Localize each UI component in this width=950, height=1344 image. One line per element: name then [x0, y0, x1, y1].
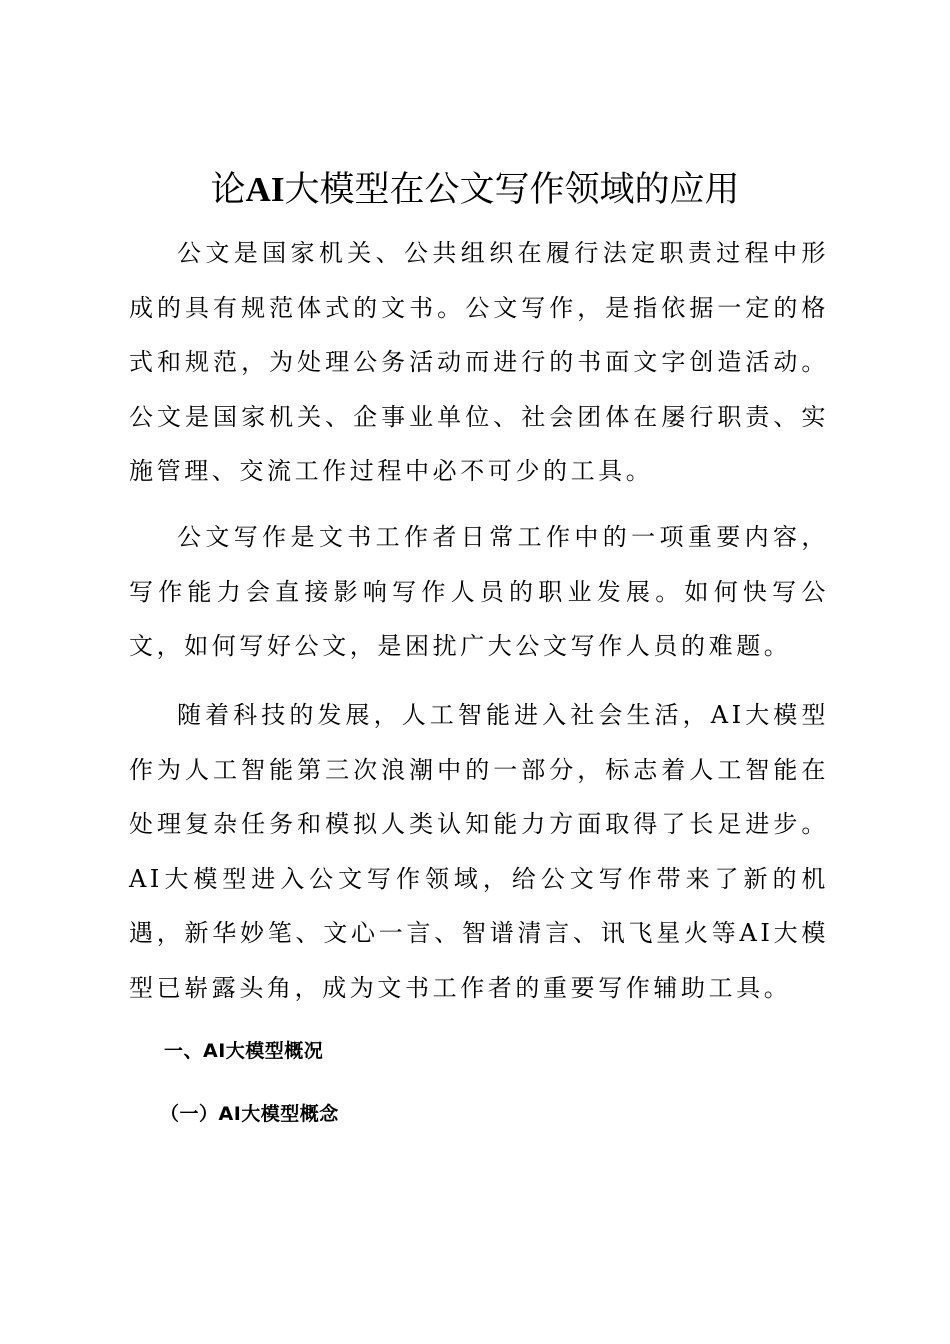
- title-suffix: 大模型在公文写作领域的应用: [284, 170, 740, 210]
- document-title: [0, 166, 950, 214]
- title-latin: AI: [245, 170, 285, 209]
- subsection-heading: （一）AI大模型概念: [160, 1103, 339, 1125]
- body-paragraph: 公文写作是文书工作者日常工作中的一项重要内容，写作能力会直接影响写作人员的职业发展。如何快写公文，如何写好公文，是困扰广大公文写作人员的难题。: [129, 523, 829, 660]
- body-paragraph: 随着科技的发展，人工智能进入社会生活，AI大模型作为人工智能第三次浪潮中的一部分，标志着人工智能在处理复杂任务和模拟人类认知能力方面取得了长足进步。AI大模型进入公文写作领域，给公文写作带来了新的机遇，新华妙笔、文心一言、智谱清言、讯飞星火等AI大模型已崭露头角，成为文书工作者的重要写作辅助工具。: [129, 701, 829, 1002]
- body-paragraph: 公文是国家机关、公共组织在履行法定职责过程中形成的具有规范体式的文书。公文写作，是指依据一定的格式和规范，为处理公务活动而进行的书面文字创造活动。公文是国家机关、企事业单位、社会团体在屡行职责、实施管理、交流工作过程中必不可少的工具。: [129, 239, 829, 485]
- section-heading: 一、AI大模型概况: [164, 1040, 324, 1062]
- title-prefix: 论: [210, 170, 246, 210]
